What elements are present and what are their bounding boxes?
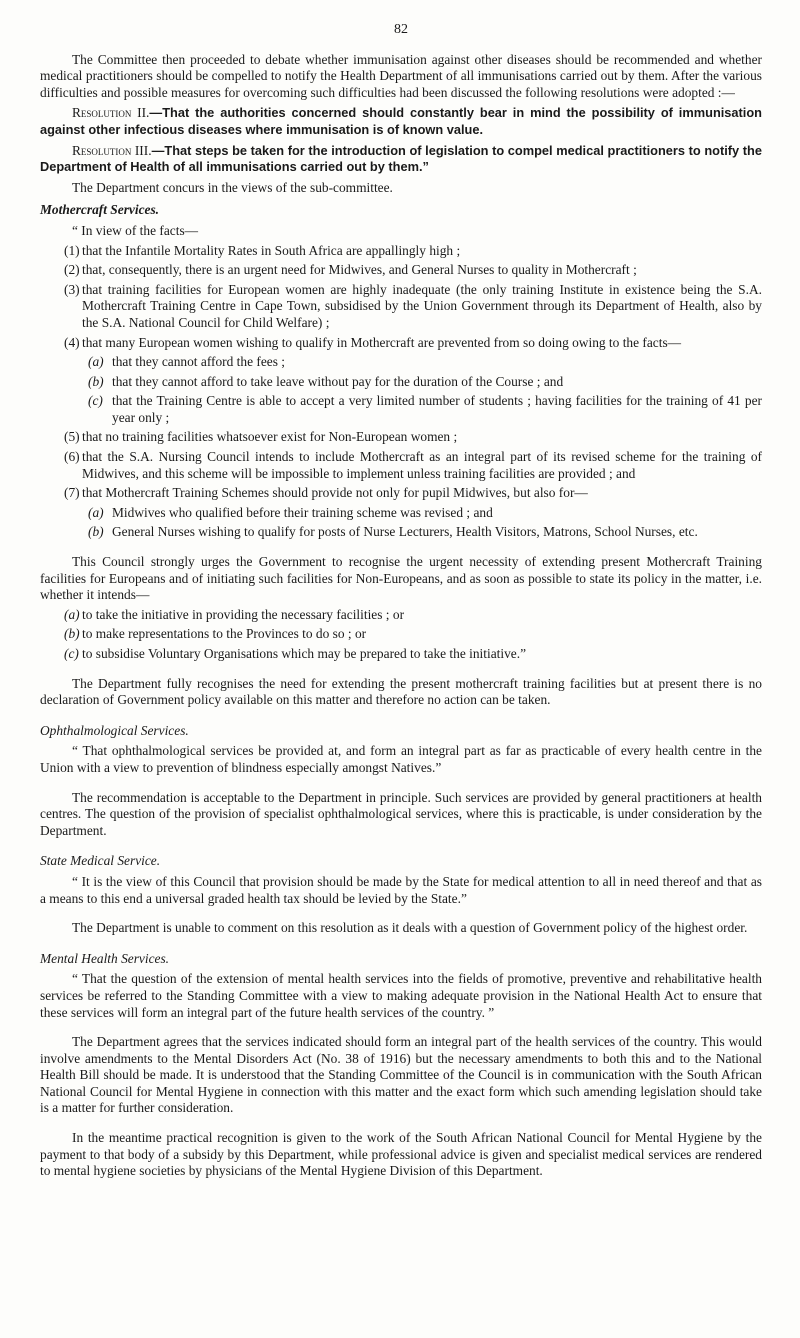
list-item: (4) that many European women wishing to qualify in Mothercraft are prevented from so doing owing to the facts— bbox=[64, 334, 682, 350]
state-medical-response: The Department is unable to comment on this resolution as it deals with a question of Government policy of the highest order. bbox=[72, 920, 748, 936]
list-item: (b) General Nurses wishing to qualify for posts of Nurse Lecturers, Health Visitors, Matrons, School Nurses, etc. bbox=[88, 524, 698, 540]
department-concurs: The Department concurs in the views of the sub-committee. bbox=[72, 179, 393, 195]
mothercraft-heading: Mothercraft Services. bbox=[40, 202, 160, 218]
list-item: (7) that Mothercraft Training Schemes should provide not only for pupil Midwives, but also for— bbox=[64, 485, 588, 501]
resolution-iii bbox=[40, 143, 762, 176]
list-item: (a) to take the initiative in providing the necessary facilities ; or bbox=[64, 606, 405, 622]
list-item: (3) that training facilities for European women are highly inadequate (the only training Institute in existence being the S.A. Mothercraft Training Centre in Cape Town, subsidised by the Union Government through its Department of Health, also by the S.A. National Council for Child Welfare) ; bbox=[64, 281, 762, 330]
council-options-list bbox=[40, 607, 762, 663]
mental-health-quote: “ That the question of the extension of mental health services into the fields of promotive, preventive and rehabilitative health services be referred to the Standing Committee with a view to making adequate provision in the National Health Act to ensure that these services will form an integral part of the future health services of the country. ” bbox=[40, 971, 762, 1020]
resolution-iii-text: —That steps be taken for the introduction of legislation to compel medical practitioners to notify the Department of Health of all immunisations carried out by them.” bbox=[40, 142, 762, 175]
list-item: (6) that the S.A. Nursing Council intends to include Mothercraft as an integral part of its revised scheme for the training of Midwives, and this scheme will be impossible to implement unless training facilities are provided ; and bbox=[64, 449, 762, 481]
page-number: 82 bbox=[394, 22, 408, 37]
ophthalmological-heading: Ophthalmological Services. bbox=[40, 722, 189, 738]
list-item: (c) to subsidise Voluntary Organisations which may be prepared to take the initiative.” bbox=[64, 646, 527, 661]
mental-health-heading: Mental Health Services. bbox=[40, 950, 170, 966]
list-item: (c) that the Training Centre is able to accept a very limited number of students ; having facilities for the training of 41 per year only ; bbox=[88, 393, 762, 425]
list-item: (a) that they cannot afford the fees ; bbox=[88, 354, 286, 370]
list-item: (1) that the Infantile Mortality Rates in South Africa are appallingly high ; bbox=[64, 242, 461, 258]
mothercraft-facts-list bbox=[40, 243, 762, 542]
resolution-iii-lead: Resolution III. bbox=[72, 142, 152, 158]
council-urges-paragraph: This Council strongly urges the Government to recognise the urgent necessity of extending present Mothercraft Training facilities for Europeans and of initiating such facilities for Non-Europeans, and as soon as possible to state its policy in the matter, i.e. whether it intends— bbox=[40, 554, 762, 603]
resolution-ii bbox=[40, 105, 762, 138]
state-medical-quote: “ It is the view of this Council that provision should be made by the State for medical attention to all in need thereof and that as a means to this end a universal graded health tax should be levied by the State.” bbox=[40, 873, 762, 906]
list-item: (5) that no training facilities whatsoever exist for Non-European women ; bbox=[64, 429, 458, 445]
mental-health-meantime: In the meantime practical recognition is given to the work of the South African National Council for Mental Hygiene by the payment to that body of a subsidy by this Department, while professional advice is given and specialist medical services are rendered to mental hygiene societies by physicians of the Mental Hygiene Division of this Department. bbox=[40, 1130, 762, 1179]
list-item: (b) that they cannot afford to take leave without pay for the duration of the Course ; and bbox=[88, 373, 564, 389]
ophthalmological-quote: “ That ophthalmological services be provided at, and form an integral part as far as practicable of every health centre in the Union with a view to prevention of blindness especially amongst Natives.” bbox=[40, 743, 762, 775]
resolution-ii-lead: Resolution II. bbox=[72, 105, 150, 121]
intro-paragraph: The Committee then proceeded to debate whether immunisation against other diseases should be recommended and whether medical practitioners should be compelled to notify the Health Department of all immunisations carried out by them. After the various difficulties and possible measures for overcoming such difficulties had been discussed the following resolutions were adopted :— bbox=[40, 51, 762, 100]
list-item: (a) Midwives who qualified before their training scheme was revised ; and bbox=[88, 504, 493, 520]
list-item: (2) that, consequently, there is an urgent need for Midwives, and General Nurses to quality in Mothercraft ; bbox=[64, 262, 637, 278]
mothercraft-intro: “ In view of the facts— bbox=[72, 222, 199, 238]
state-medical-heading: State Medical Service. bbox=[40, 853, 161, 869]
mental-health-response: The Department agrees that the services indicated should form an integral part of the health services of the country. This would involve amendments to the Mental Disorders Act (No. 38 of 1916) but the necessary amendments to both this and to the National Health Bill should be made. It is understood that the Standing Committee of the Council is in communication with the South African National Council for Mental Hygiene in connection with this matter and the exact form which such amending legislation should take is a matter for further consideration. bbox=[40, 1034, 762, 1116]
mothercraft-response: The Department fully recognises the need for extending the present mothercraft training facilities but at present there is no declaration of Government policy available on this matter and therefore no action can be taken. bbox=[40, 675, 762, 708]
list-item: (b) to make representations to the Provinces to do so ; or bbox=[64, 626, 367, 642]
ophthalmological-response: The recommendation is acceptable to the Department in principle. Such services are provided by general practitioners at health centres. The question of the provision of specialist ophthalmological services, where this is practicable, is under consideration by the Department. bbox=[40, 789, 762, 838]
resolution-ii-text: —That the authorities concerned should constantly bear in mind the possibility of immunisation against other infectious diseases where immunisation is of known value. bbox=[40, 105, 762, 137]
